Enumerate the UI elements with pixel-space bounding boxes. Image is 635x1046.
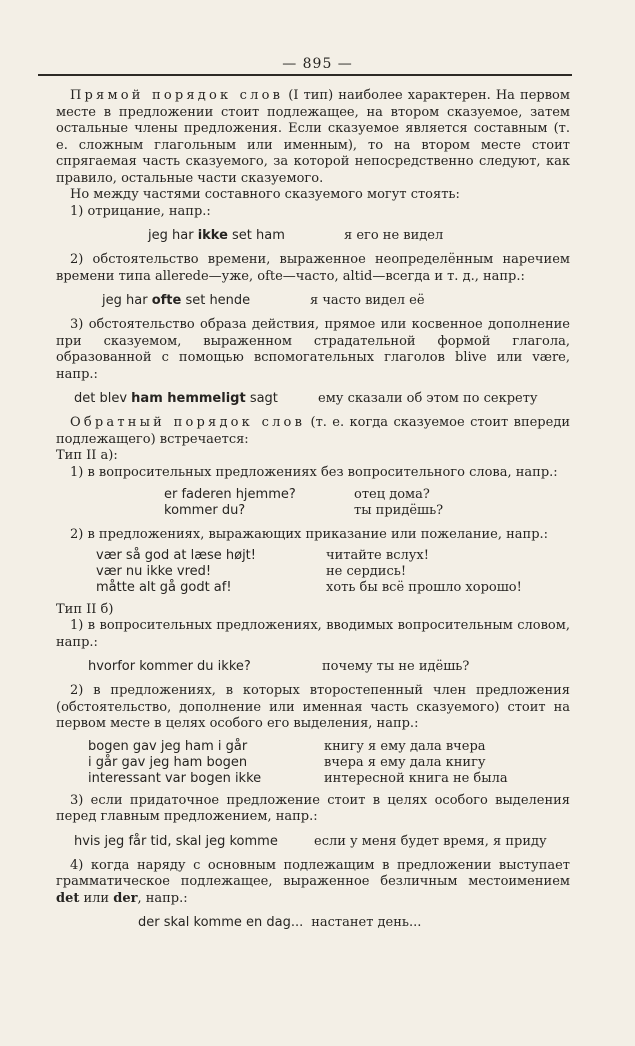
paragraph: 1) в вопросительных предложениях, вводимых вопросительным словом, напр.: xyxy=(56,618,570,650)
term-inverted-order: Обратный порядок слов xyxy=(70,415,306,430)
paragraph: 1) отрицание, напр.: xyxy=(70,203,211,219)
example-row: der skal komme en dag... настанет день... xyxy=(138,915,422,930)
example-block xyxy=(88,739,570,787)
body-text xyxy=(56,88,570,931)
paragraph: 2) обстоятельство времени, выраженное неопределённым наречием времени типа allerede—уже, ofte—часто, altid—всегда и т. д., напр.: xyxy=(56,252,570,284)
type-heading: Тип II а): xyxy=(56,448,118,463)
example-row: i går gav jeg ham bogen вчера я ему дала книгу xyxy=(88,754,486,770)
example-row: det blev ham hemmeligt sagt ему сказали об этом по секрету xyxy=(74,391,538,406)
type-heading: Тип II б) xyxy=(56,601,114,617)
example-row: bogen gav jeg ham i går книгу я ему дала вчера xyxy=(88,738,486,754)
example-row: er faderen hjemme? отец дома? xyxy=(164,487,430,502)
example-row: måtte alt gå godt af! хоть бы всё прошло хорошо! xyxy=(96,579,522,595)
page-number: — 895 — xyxy=(282,56,353,72)
example-row: jeg har ikke set ham я его не видел xyxy=(148,228,444,243)
paragraph: 3) если придаточное предложение стоит в целях особого выделения перед главным предложением, напр.: xyxy=(56,792,570,824)
example-row: jeg har ofte set hende я часто видел её xyxy=(102,293,425,308)
example-row: interessant var bogen ikke интересной книга не была xyxy=(88,770,508,786)
paragraph: Но между частями составного сказуемого могут стоять: xyxy=(70,187,460,202)
paragraph: 3) обстоятельство образа действия, прямое или косвенное дополнение при сказуемом, выраженном страдательной формой глагола, образованной с помощью вспомогательных глаголов blive или være, напр.: xyxy=(56,317,570,382)
example-row: hvorfor kommer du ikke? почему ты не идёшь? xyxy=(88,659,470,674)
paragraph: 4) когда наряду с основным подлежащим в предложении выступает грамматическое подлежащее, выраженное безличным местоимением det или der, напр.: xyxy=(56,857,570,906)
header-rule xyxy=(38,74,572,76)
example-row: vær nu ikke vred! не сердись! xyxy=(96,563,407,579)
example-row: kommer du? ты придёшь? xyxy=(164,503,444,518)
paragraph: 1) в вопросительных предложениях без вопросительного слова, напр.: xyxy=(70,464,558,480)
example-block xyxy=(164,487,570,519)
paragraph-inverted-order: Обратный порядок слов (т. е. когда сказуемое стоит впереди подлежащего) встречается: xyxy=(56,415,570,447)
paragraph: 2) в предложениях, в которых второстепенный член предложения (обстоятельство, дополнение или именная часть сказуемого) стоит на первом месте в целях особого его выделения, напр.: xyxy=(56,683,570,731)
example-row: vær så god at læse højt! читайте вслух! xyxy=(96,547,429,563)
example-row: hvis jeg får tid, skal jeg komme если у меня будет время, я приду xyxy=(74,833,547,849)
paragraph-direct-order: Прямой порядок слов (I тип) наиболее характерен. На первом месте в предложении стоит подлежащее, на втором сказуемое, затем остальные члены предложения. Если сказуемое является составным (т. е. сложным глагольным или именным), то на втором месте стоит спрягаемая часть сказуемого, за которой непосредственно следуют, как правило, остальные части сказуемого. xyxy=(56,88,570,186)
term-direct-order: Прямой порядок слов xyxy=(70,88,284,103)
paragraph: 2) в предложениях, выражающих приказание или пожелание, напр.: xyxy=(70,527,549,542)
example-block xyxy=(96,548,570,596)
